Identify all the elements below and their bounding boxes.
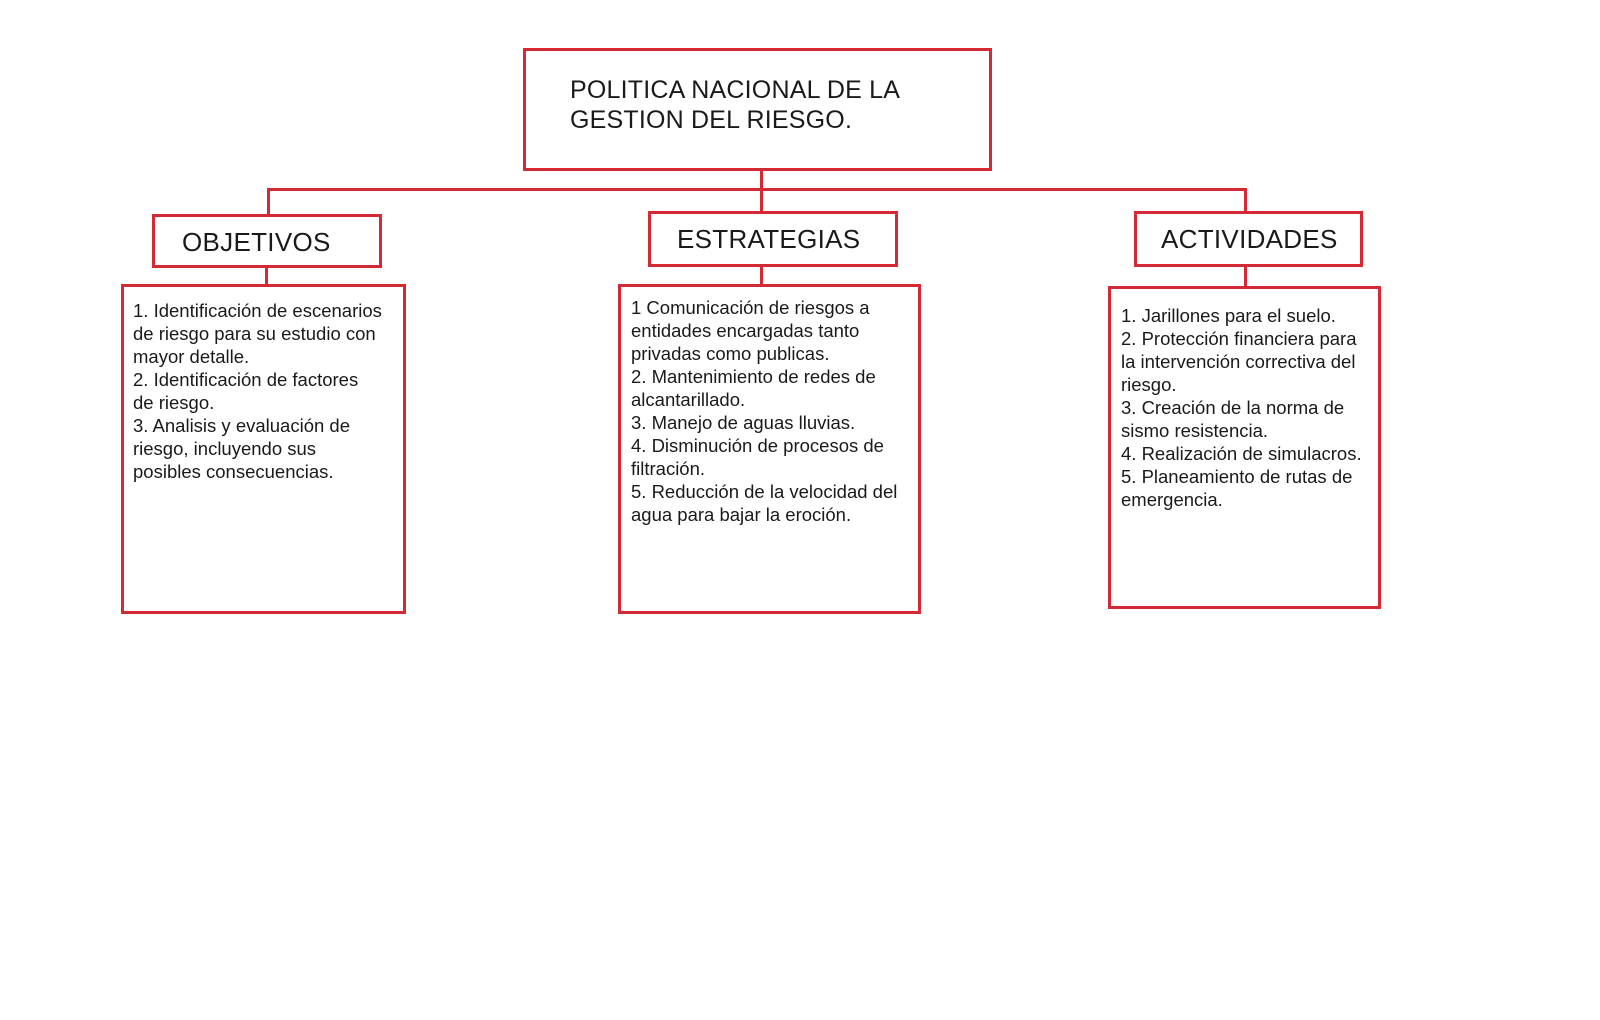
content-estrategias: 1 Comunicación de riesgos a entidades encargadas tanto privadas como publicas. 2. Mantenimiento de redes de alcantarillado. 3. Manejo de aguas lluvias. 4. Disminución de procesos de filtración. 5. Reducción de la velocidad del agua para bajar la eroción. xyxy=(631,297,898,525)
heading-box-objetivos xyxy=(152,214,382,268)
connector-actividades-to-content xyxy=(1244,266,1247,287)
heading-box-actividades xyxy=(1134,211,1363,267)
heading-objetivos: OBJETIVOS xyxy=(182,227,331,257)
connector-objetivos-drop xyxy=(267,188,270,215)
heading-box-estrategias xyxy=(648,211,898,267)
content-box-estrategias xyxy=(618,284,921,614)
connector-actividades-drop xyxy=(1244,188,1247,212)
heading-actividades: ACTIVIDADES xyxy=(1161,224,1338,254)
content-actividades: 1. Jarillones para el suelo. 2. Protección financiera para la intervención correctiva del riesgo. 3. Creación de la norma de sismo resistencia. 4. Realización de simulacros. 5. Planeamiento de rutas de emergencia. xyxy=(1121,305,1362,510)
heading-estrategias: ESTRATEGIAS xyxy=(677,224,861,254)
content-box-actividades xyxy=(1108,286,1381,609)
connector-estrategias-drop xyxy=(760,188,763,212)
connector-objetivos-to-content xyxy=(265,267,268,285)
content-objetivos: 1. Identificación de escenarios de riesgo para su estudio con mayor detalle. 2. Identificación de factores de riesgo. 3. Analisis y evaluación de riesgo, incluyendo sus posibles consecuencias. xyxy=(133,300,382,482)
connector-horizontal-bar xyxy=(267,188,1247,191)
title-box xyxy=(523,48,992,171)
diagram-title: POLITICA NACIONAL DE LA GESTION DEL RIESGO. xyxy=(570,76,901,134)
connector-estrategias-to-content xyxy=(760,266,763,285)
content-box-objetivos xyxy=(121,284,406,614)
